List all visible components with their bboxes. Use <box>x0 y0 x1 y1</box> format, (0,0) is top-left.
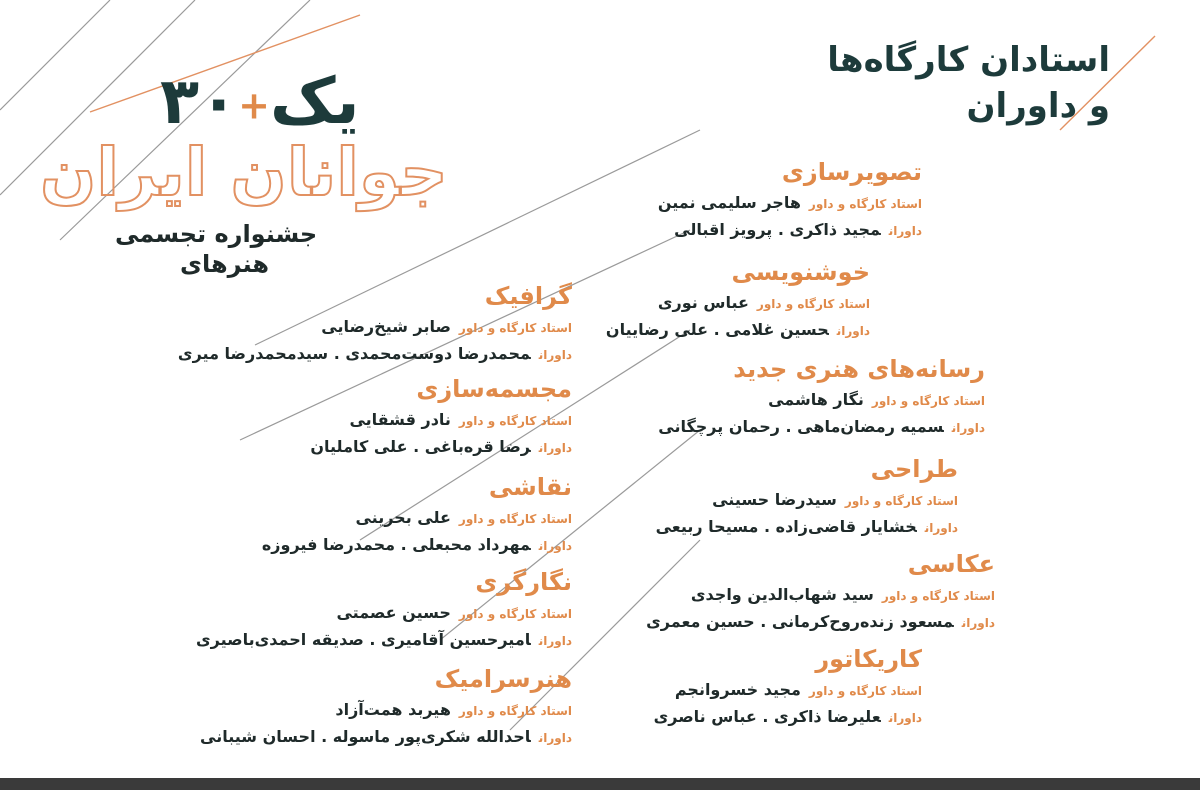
judges-names: محمدرضا دوست‌محمدی . سیدمحمدرضا میری <box>177 343 531 363</box>
master-row <box>606 291 870 315</box>
master-label: استاد کارگاه و داور <box>458 703 572 718</box>
section-calligraphy <box>606 258 870 345</box>
section-title: طراحی <box>870 455 958 483</box>
section-title: هنرسرامیک <box>434 665 572 693</box>
logo-edition-number <box>160 65 360 139</box>
bottom-bar <box>0 778 1200 790</box>
master-label: استاد کارگاه و داور <box>458 511 572 526</box>
section-title: عکاسی <box>907 550 995 578</box>
master-name: نادر قشقایی <box>349 409 451 429</box>
master-label: استاد کارگاه و داور <box>881 588 995 603</box>
master-row <box>646 583 995 607</box>
logo-plus: + <box>238 83 270 128</box>
section-photography <box>646 550 995 637</box>
judges-names: سمیه رمضان‌ماهی . رحمان پرچگانی <box>658 416 944 436</box>
judges-names: احدالله شکری‌پور ماسوله . احسان شیبانی <box>200 726 531 746</box>
section-sculpture <box>310 375 572 462</box>
judges-names: مهرداد محبعلی . محمدرضا فیروزه <box>261 534 531 554</box>
master-name: مجید خسروانجم <box>674 679 801 699</box>
judges-label: داوران <box>538 730 572 745</box>
section-graphic <box>178 282 572 369</box>
judges-row <box>654 705 922 729</box>
judges-names: حسین غلامی . علی رضاییان <box>605 319 829 339</box>
master-label: استاد کارگاه و داور <box>458 320 572 335</box>
master-label: استاد کارگاه و داور <box>458 413 572 428</box>
judges-label: داوران <box>951 420 985 435</box>
festival-logo <box>30 65 448 300</box>
section-title: نقاشی <box>488 473 572 501</box>
section-new-media <box>658 355 985 442</box>
judges-label: داوران <box>888 710 922 725</box>
judges-row <box>656 515 958 539</box>
judges-row <box>606 318 870 342</box>
master-row <box>656 488 958 512</box>
section-caricature <box>654 645 922 732</box>
section-title: گرافیک <box>484 282 572 310</box>
judges-row <box>178 342 572 366</box>
judges-row <box>310 435 572 459</box>
section-design <box>656 455 958 542</box>
judges-label: داوران <box>961 615 995 630</box>
master-name: هاجر سلیمی نمین <box>657 192 801 212</box>
judges-row <box>658 415 985 439</box>
master-row <box>200 698 572 722</box>
logo-arts-text: هنرهای <box>180 250 270 278</box>
master-row <box>262 506 572 530</box>
master-name: علی بحرینی <box>355 507 451 527</box>
master-label: استاد کارگاه و داور <box>756 296 870 311</box>
judges-row <box>196 628 572 652</box>
judges-row <box>200 725 572 749</box>
section-illustration <box>658 158 922 245</box>
master-label: استاد کارگاه و داور <box>844 493 958 508</box>
judges-row <box>262 533 572 557</box>
section-title: مجسمه‌سازی <box>416 375 572 403</box>
master-name: عباس نوری <box>657 292 749 312</box>
judges-names: امیرحسین آقامیری . صدیقه احمدی‌باصیری <box>196 629 531 649</box>
judges-names: خشایار قاضی‌زاده . مسیحا ربیعی <box>655 516 917 536</box>
judges-names: علیرضا ذاکری . عباس ناصری <box>653 706 881 726</box>
logo-iran-title: جوانان ایران <box>40 134 448 211</box>
section-painting <box>262 473 572 560</box>
section-title: کاریکاتور <box>815 645 922 673</box>
section-title: رسانه‌های هنری جدید <box>733 355 985 383</box>
judges-label: داوران <box>538 440 572 455</box>
section-ceramics <box>200 665 572 752</box>
master-label: استاد کارگاه و داور <box>458 606 572 621</box>
judges-names: مسعود زنده‌روح‌کرمانی . حسین معمری <box>646 611 954 631</box>
section-title: نگارگری <box>475 568 572 596</box>
judges-label: داوران <box>538 633 572 648</box>
section-title: خوشنویسی <box>731 258 870 286</box>
page-title <box>827 38 1110 130</box>
judges-label: داوران <box>538 538 572 553</box>
judges-row <box>646 610 995 634</box>
master-name: سیدرضا حسینی <box>712 489 837 509</box>
judges-names: رضا قره‌باغی . علی کاملیان <box>310 436 531 456</box>
master-name: سید شهاب‌الدین واجدی <box>690 584 874 604</box>
judges-label: داوران <box>888 223 922 238</box>
master-label: استاد کارگاه و داور <box>808 196 922 211</box>
master-row <box>178 315 572 339</box>
master-row <box>658 388 985 412</box>
section-title: تصویرسازی <box>781 158 922 186</box>
master-name: حسین عصمتی <box>336 602 451 622</box>
page-title-line1: استادان کارگاه‌ها <box>827 40 1110 80</box>
master-name: نگار هاشمی <box>768 389 864 409</box>
judges-names: مجید ذاکری . پرویز اقبالی <box>674 219 881 239</box>
judges-label: داوران <box>924 520 958 535</box>
master-label: استاد کارگاه و داور <box>808 683 922 698</box>
master-row <box>196 601 572 625</box>
master-label: استاد کارگاه و داور <box>871 393 985 408</box>
master-name: هیربد همت‌آزاد <box>335 699 451 719</box>
master-row <box>658 191 922 215</box>
master-row <box>310 408 572 432</box>
page-title-line2: و داوران <box>966 85 1110 126</box>
judges-label: داوران <box>538 347 572 362</box>
logo-word: یک <box>269 65 360 139</box>
logo-festival-text: جشنواره تجسمی <box>115 220 318 248</box>
judges-label: داوران <box>836 323 870 338</box>
section-miniature <box>196 568 572 655</box>
judges-row <box>658 218 922 242</box>
master-row <box>654 678 922 702</box>
master-name: صابر شیخ‌رضایی <box>321 316 451 336</box>
logo-number: ۳۰ <box>160 65 239 139</box>
